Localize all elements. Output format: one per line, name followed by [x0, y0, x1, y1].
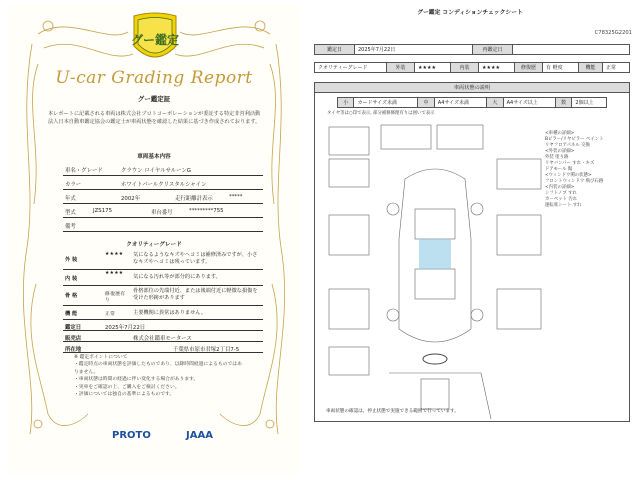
- diagram-heading: 車両状態の説明: [315, 83, 629, 93]
- appraisal-date-label: 鑑定日: [65, 325, 82, 331]
- date-value: 2025年7月22日: [355, 45, 473, 55]
- size-key: 中: [418, 98, 434, 108]
- note-line: Bピラー/リヤピラー ペイント: [545, 137, 604, 142]
- note-line: シフトノブ すれ: [545, 191, 577, 196]
- address-row: [63, 342, 263, 353]
- size-value: カードサイズ未満: [354, 98, 418, 108]
- vehicle-label: 車台番号: [151, 210, 173, 216]
- vehicle-value: JZS175: [93, 208, 112, 214]
- date-label: 鑑定日: [315, 45, 355, 55]
- vehicle-row-year: [63, 190, 263, 204]
- size-value: A4サイズ以上: [503, 98, 555, 108]
- grade-value: 正常: [603, 63, 630, 73]
- grade-value: 有 軽度: [543, 63, 579, 73]
- quality-label: 骨 格: [65, 293, 78, 299]
- note-line: 外装 塗り跡: [545, 155, 569, 160]
- note-line: リヤバンパー すれ・キズ: [545, 161, 595, 166]
- grade-key: 修復歴: [515, 63, 543, 73]
- car-top-view-icon: [325, 119, 545, 419]
- quality-desc: 骨格部位の先端付近、または後端付近に軽微な損傷を受けた形跡があります: [133, 288, 258, 302]
- certificate-notes: [74, 354, 244, 398]
- quality-grade-table: [314, 62, 630, 73]
- sheet-code: C78325G2201: [594, 30, 632, 36]
- quality-label: 内 装: [65, 276, 78, 282]
- size-key: 大: [487, 98, 503, 108]
- grade-key: 外装: [387, 63, 415, 73]
- vehicle-label: カラー: [65, 182, 82, 188]
- grading-certificate: [8, 4, 300, 474]
- quality-section-heading: クオリティーグレード: [126, 242, 182, 248]
- dealer-label: 販売店: [65, 336, 82, 342]
- note-line: <車種の詳細>: [545, 131, 575, 136]
- vehicle-row-model: [63, 204, 263, 218]
- note-line: ・鑑定時点の車両状態を評価したものであり、以降時間経過によるものではありません。: [74, 362, 242, 375]
- vehicle-row-name: [63, 162, 263, 176]
- vehicle-condition-diagram: [314, 82, 630, 422]
- quality-row-function: [63, 306, 263, 320]
- vehicle-value: 2002年: [121, 196, 141, 202]
- condition-notes-list: [545, 131, 625, 209]
- quality-row-frame: [63, 286, 263, 306]
- size-key: 小: [338, 98, 354, 108]
- certificate-title: U-car Grading Report: [55, 68, 253, 88]
- quality-label: 外 装: [65, 257, 78, 263]
- bottom-note: 車両状態の確認は、停止状態で実施できる範囲で行っています。: [326, 409, 459, 414]
- vehicle-value: *********755: [189, 208, 224, 214]
- grade-key: 内装: [451, 63, 479, 73]
- grade-value: ★★★★: [415, 63, 451, 73]
- note-line: ・実車をご確認の上、ご購入をご検討ください。: [74, 384, 180, 390]
- appraisal-date-row: [63, 320, 263, 331]
- note-line: ・車両状態は時間の経過に伴い変化する場合があります。: [74, 377, 199, 383]
- grade-value: ★★★★: [479, 63, 515, 73]
- note-line: リヤフロアパネル 交換: [545, 143, 590, 148]
- vehicle-label: 型式: [65, 210, 76, 216]
- quality-label: 機 能: [65, 311, 78, 317]
- address-label: 所在地: [65, 347, 82, 353]
- quality-row-exterior: [63, 250, 263, 270]
- note-line: <内装の詳細>: [545, 185, 575, 190]
- vehicle-value: クラウン ロイヤルサルーンG: [121, 168, 191, 174]
- vehicle-label: 車名・グレード: [65, 168, 103, 174]
- quality-stars: ★★★★: [105, 252, 124, 257]
- note-line: 運転席シート すれ: [545, 203, 582, 208]
- notes-heading: ※ 鑑定ポイントについて: [74, 355, 128, 360]
- dealer-row: [63, 331, 263, 342]
- redate-label: 再鑑定日: [473, 45, 513, 55]
- quality-stars: ★★★★: [105, 271, 124, 276]
- vehicle-label: 備考: [65, 224, 76, 230]
- quality-desc: 気になるようなキズやヘコミは補修済みですが、小さなキズやヘコミは残っています。: [133, 252, 258, 266]
- appraisal-date-table: [314, 44, 630, 55]
- note-line: <ウィンドウ関の状態>: [545, 173, 592, 178]
- vehicle-label: 年式: [65, 196, 76, 202]
- quality-stars: 正常: [105, 312, 116, 317]
- note-line: フロントウィンドウ 飛び石跡: [545, 179, 604, 184]
- vehicle-value: ホワイトパールクリスタルシャイン: [121, 182, 207, 188]
- quality-grade-label: クオリティーグレード: [315, 63, 387, 73]
- sheet-title: グー鑑定 コンディションチェックシート: [417, 10, 523, 16]
- note-line: ・評価については独自の基準によるものです。: [74, 392, 175, 398]
- address-value: 千葉県市原市君塚2丁目7-5: [173, 347, 240, 353]
- dealer-value: 株式会社鑑車モータース: [133, 336, 192, 342]
- size-key: 数: [555, 98, 571, 108]
- note-line: <外装の詳細>: [545, 149, 575, 154]
- note-line: ドアモール 傷: [545, 167, 573, 172]
- condition-check-sheet: [306, 4, 634, 474]
- vehicle-row-color: [63, 176, 263, 190]
- grade-key: 機能: [579, 63, 603, 73]
- vehicle-section-heading: 車両基本内容: [137, 154, 171, 160]
- quality-desc: 主要機関に異常はありません。: [133, 310, 206, 316]
- vehicle-value: *****: [229, 194, 243, 200]
- quality-desc: 気になる汚れ等が部分的にあります。: [133, 274, 221, 280]
- quality-row-interior: [63, 270, 263, 286]
- jaaa-logo: JAAA: [186, 430, 213, 441]
- proto-logo: PROTO: [112, 430, 151, 441]
- size-value: 2個以上: [572, 98, 607, 108]
- legend-note: タイヤ等は○印で表示, 部分補修修理有りは囲いで表示: [327, 111, 435, 116]
- note-line: カーペット 汚れ: [545, 197, 578, 202]
- appraisal-date-value: 2025年7月22日: [105, 325, 146, 331]
- certificate-intro-text: 本レポートに記載される車両は株式会社プロトコーポレーションが委託する特定非営利活動法人日本自動車鑑定協会の鑑定士が車両状態を確認した結果に基づき作成されております。: [48, 111, 261, 126]
- quality-stars: 修復歴有り: [105, 292, 126, 303]
- vehicle-label: 走行距離計表示: [175, 196, 213, 202]
- certificate-subtitle: グー鑑定証: [137, 95, 171, 103]
- size-value: A4サイズ未満: [434, 98, 486, 108]
- redate-value: [513, 45, 630, 55]
- vehicle-row-notes: [63, 218, 263, 232]
- damage-size-legend: [337, 97, 607, 108]
- badge-label: グー鑑定: [130, 33, 179, 47]
